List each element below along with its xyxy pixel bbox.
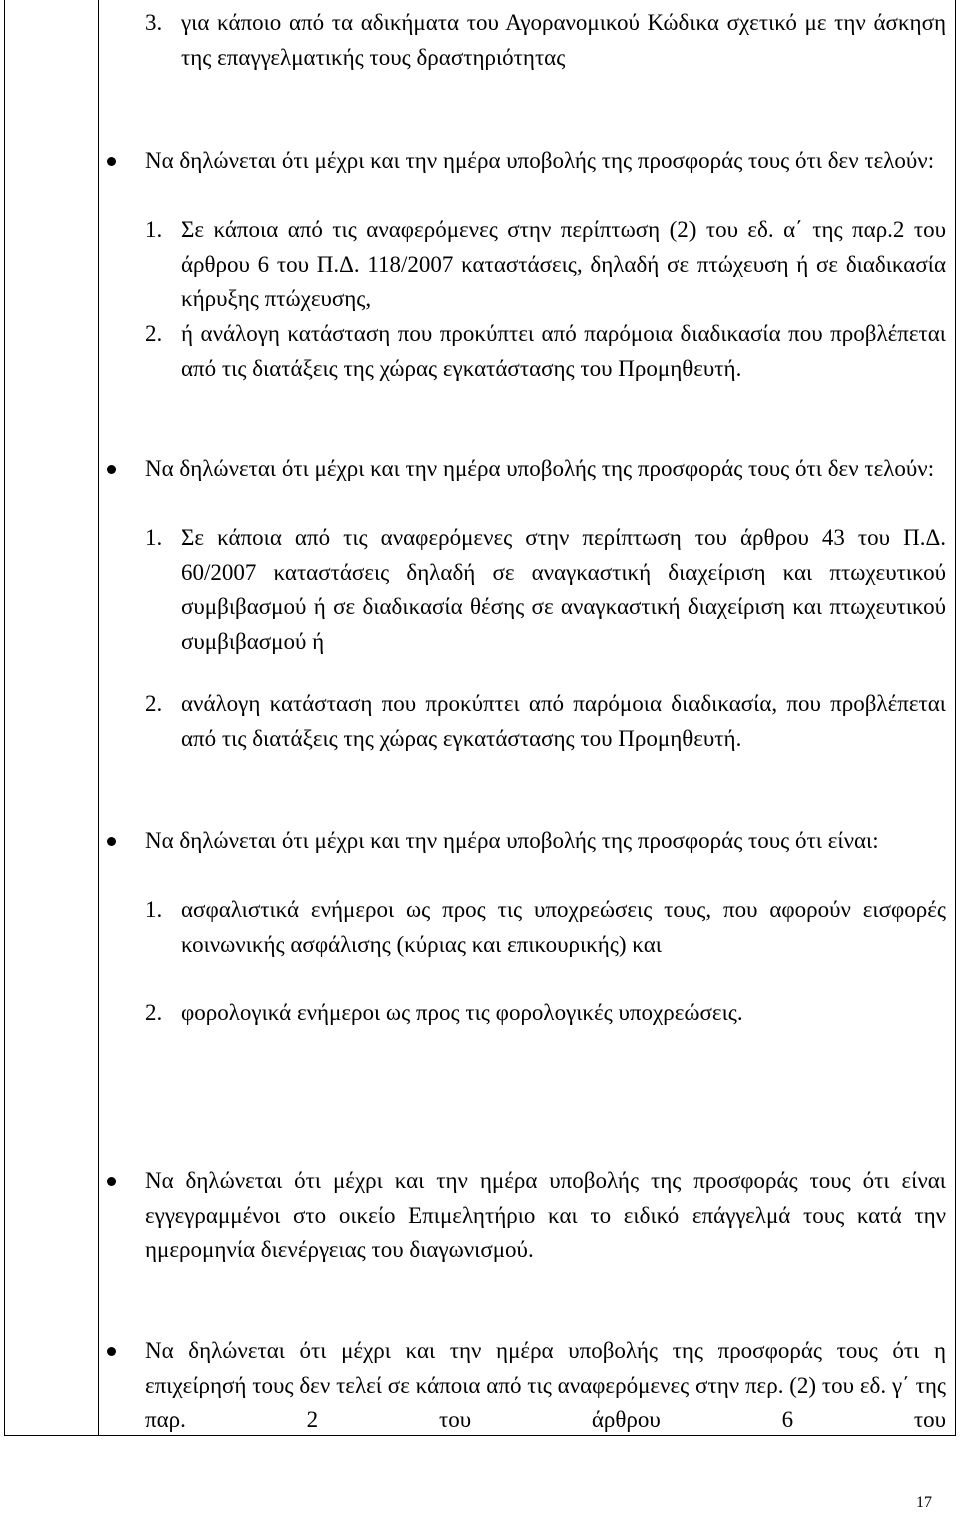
page-number: 17 bbox=[916, 1494, 932, 1511]
item-text: για κάποιο από τα αδικήματα του Αγορανομικού Κώδικα σχετικό με την άσκηση της επαγγελματικής τους δραστηριότητας bbox=[181, 10, 946, 70]
sub-item-1-1 bbox=[104, 213, 946, 317]
bullet-icon bbox=[107, 157, 116, 166]
bullet-item-2 bbox=[104, 452, 946, 487]
sub-item-text: Σε κάποια από τις αναφερόμενες στην περίπτωση του άρθρου 43 του Π.Δ. 60/2007 καταστάσεις δηλαδή σε αναγκαστική διαχείριση και πτωχευτικού συμβιβασμού ή σε διαδικασία θέσης σε αναγκαστική διαχείριση και πτωχευτικού συμβιβασμού ή bbox=[181, 525, 946, 654]
bullet-icon bbox=[107, 1347, 116, 1356]
sub-item-text: ασφαλιστικά ενήμεροι ως προς τις υποχρεώσεις τους, που αφορούν εισφορές κοινωνικής ασφάλισης (κύριας και επικουρικής) και bbox=[181, 897, 946, 957]
sub-item-text: φορολογικά ενήμεροι ως προς τις φορολογικές υποχρεώσεις. bbox=[181, 1000, 743, 1025]
table-right-border bbox=[955, 0, 956, 1436]
bullet-item-3 bbox=[104, 824, 946, 859]
sub-item-2-2 bbox=[104, 687, 946, 756]
sub-item-number: 1. bbox=[145, 897, 163, 922]
sub-item-3-2 bbox=[104, 996, 946, 1031]
sub-item-number: 2. bbox=[145, 691, 163, 716]
bullet-item-4 bbox=[104, 1164, 946, 1268]
bullet-intro: Να δηλώνεται ότι μέχρι και την ημέρα υποβολής της προσφοράς τους ότι δεν τελούν: bbox=[145, 456, 935, 481]
bullet-intro: Να δηλώνεται ότι μέχρι και την ημέρα υποβολής της προσφοράς τους ότι δεν τελούν: bbox=[145, 148, 935, 173]
sub-item-3-1 bbox=[104, 893, 946, 962]
bullet-item-1 bbox=[104, 144, 946, 179]
bullet-item-5 bbox=[104, 1334, 946, 1438]
bullet-icon bbox=[107, 1177, 116, 1186]
bullet-intro: Να δηλώνεται ότι μέχρι και την ημέρα υποβολής της προσφοράς τους ότι η επιχείρησή τους δεν τελεί σε κάποια από τις αναφερόμενες στην περ. (2) του εδ. γ΄ της παρ. 2 του άρθρου 6 του bbox=[145, 1338, 946, 1432]
sub-item-number: 1. bbox=[145, 525, 163, 550]
sub-item-2-1 bbox=[104, 521, 946, 659]
table-left-border bbox=[4, 0, 5, 1436]
sub-item-text: ανάλογη κατάσταση που προκύπτει από παρόμοια διαδικασία, που προβλέπεται από τις διατάξεις της χώρας εγκατάστασης του Προμηθευτή. bbox=[181, 691, 946, 751]
sub-item-text: Σε κάποια από τις αναφερόμενες στην περίπτωση (2) του εδ. α΄ της παρ.2 του άρθρου 6 του Π.Δ. 118/2007 καταστάσεις, δηλαδή σε πτώχευση ή σε διαδικασία κήρυξης πτώχευσης, bbox=[181, 217, 946, 311]
sub-item-text: ή ανάλογη κατάσταση που προκύπτει από παρόμοια διαδικασία που προβλέπεται από τις διατάξεις της χώρας εγκατάστασης του Προμηθευτή. bbox=[181, 321, 946, 381]
bullet-intro: Να δηλώνεται ότι μέχρι και την ημέρα υποβολής της προσφοράς τους ότι είναι: bbox=[145, 828, 879, 853]
sub-item-number: 2. bbox=[145, 321, 163, 346]
table-inner-border bbox=[98, 0, 99, 1436]
item-number: 3. bbox=[145, 10, 163, 35]
bullet-icon bbox=[107, 837, 116, 846]
sub-item-number: 2. bbox=[145, 1000, 163, 1025]
bullet-intro: Να δηλώνεται ότι μέχρι και την ημέρα υποβολής της προσφοράς τους ότι είναι εγγεγραμμένοι στο οικείο Επιμελητήριο και το ειδικό επάγγελμά τους κατά την ημερομηνία διενέργειας του διαγωνισμού. bbox=[145, 1168, 946, 1262]
numbered-item-3 bbox=[104, 6, 946, 75]
sub-item-1-2 bbox=[104, 317, 946, 386]
sub-item-number: 1. bbox=[145, 217, 163, 242]
bullet-icon bbox=[107, 465, 116, 474]
